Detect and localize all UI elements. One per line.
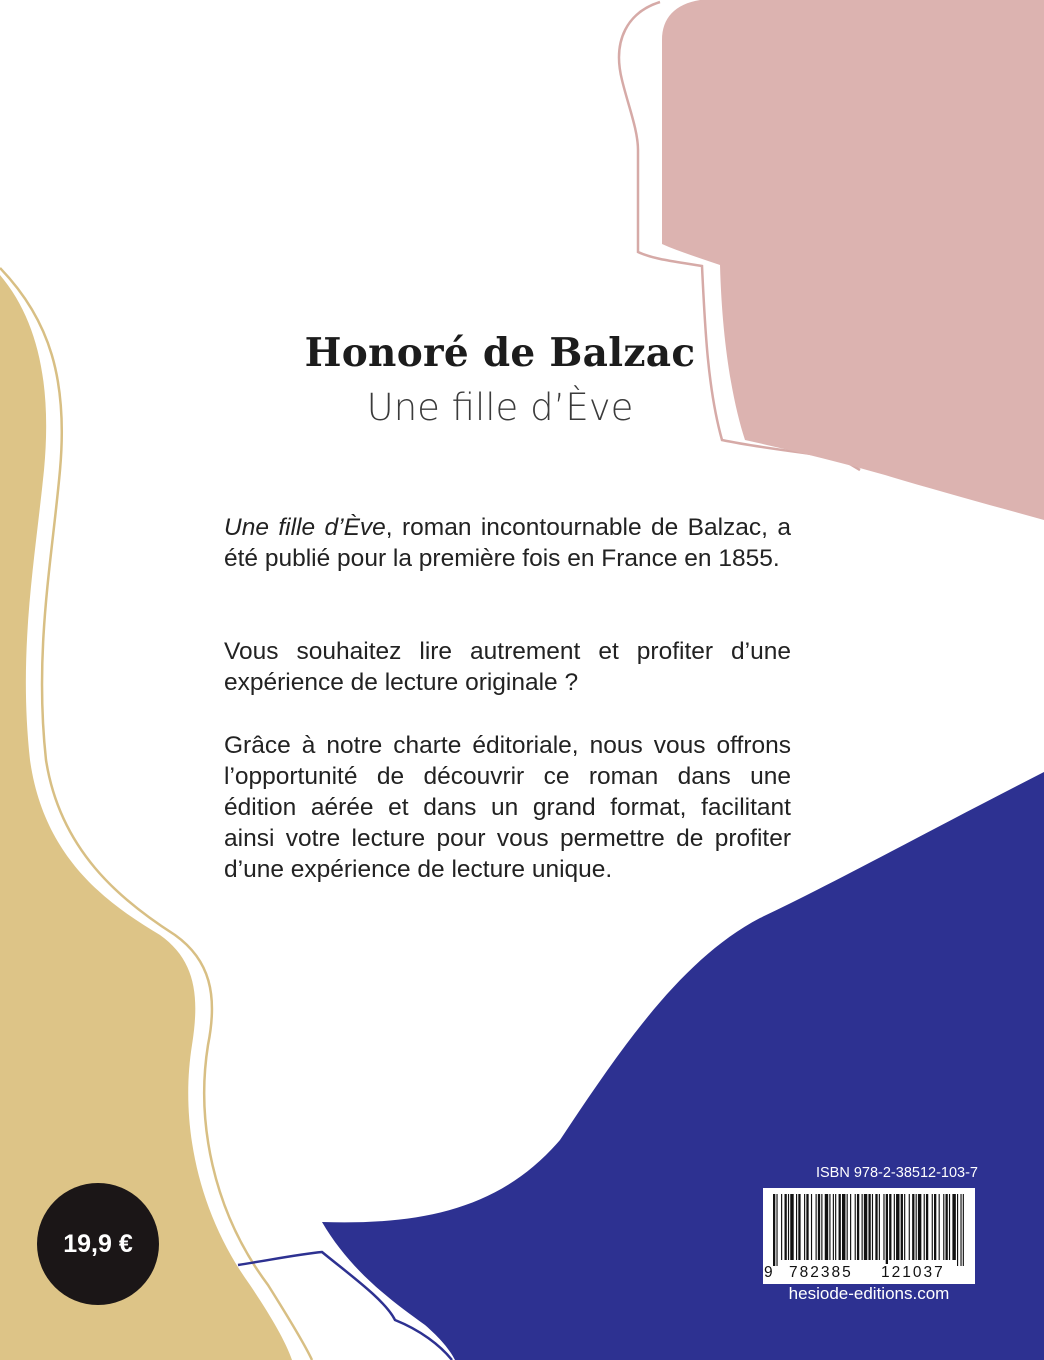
barcode-bar bbox=[883, 1194, 884, 1260]
barcode-bar bbox=[949, 1194, 950, 1260]
barcode-bar bbox=[847, 1194, 848, 1260]
barcode-bar bbox=[943, 1194, 944, 1260]
price-badge: 19,9 € bbox=[37, 1183, 159, 1305]
barcode-bar bbox=[806, 1194, 808, 1260]
barcode-bar bbox=[960, 1194, 961, 1266]
barcode-bar bbox=[924, 1194, 925, 1260]
publisher-website: hesiode-editions.com bbox=[788, 1284, 950, 1303]
barcode-bar bbox=[904, 1194, 905, 1260]
barcode-bar bbox=[816, 1194, 817, 1260]
barcode-bar bbox=[939, 1194, 940, 1260]
barcode-bar bbox=[825, 1194, 828, 1260]
barcode-bar bbox=[889, 1194, 891, 1260]
barcode-bar bbox=[776, 1194, 777, 1266]
barcode-bar bbox=[916, 1194, 917, 1260]
barcode-bar bbox=[912, 1194, 914, 1260]
barcode-bar bbox=[952, 1194, 955, 1260]
barcode-digits-right: 121037 bbox=[881, 1264, 945, 1281]
barcode-bar bbox=[839, 1194, 841, 1260]
barcode-bar bbox=[872, 1194, 873, 1260]
barcode-bar bbox=[868, 1194, 870, 1260]
barcode-bar bbox=[804, 1194, 805, 1260]
barcode-bar bbox=[957, 1194, 958, 1266]
barcode-bar bbox=[842, 1194, 845, 1260]
barcode-bar bbox=[901, 1194, 903, 1260]
barcode-bar bbox=[788, 1194, 789, 1260]
blurb-paragraph-1-text: , roman incontournable de Balzac, a été publié pour la première fois en France en 1855. bbox=[224, 514, 791, 572]
blurb-paragraph-3: Grâce à notre charte éditoriale, nous vous offrons l’opportunité de découvrir ce roman dans une édition aérée et dans un grand format, facilitant ainsi votre lecture pour vous permettre de profiter d’une expérience de lecture unique. bbox=[224, 732, 791, 883]
barcode-bar bbox=[818, 1194, 820, 1260]
isbn-label: ISBN 978-2-38512-103-7 bbox=[815, 1165, 978, 1181]
barcode-bar bbox=[833, 1194, 834, 1260]
barcode-bar bbox=[934, 1194, 936, 1260]
barcode-bar bbox=[909, 1194, 910, 1260]
barcode-bar bbox=[829, 1194, 830, 1260]
barcode-bar bbox=[785, 1194, 787, 1260]
barcode-bar bbox=[781, 1194, 782, 1260]
barcode bbox=[763, 1188, 975, 1284]
barcode-bar bbox=[835, 1194, 836, 1260]
book-title: Une fille d’Ève bbox=[366, 386, 634, 429]
barcode-bar bbox=[918, 1194, 921, 1260]
barcode-bar bbox=[811, 1194, 812, 1260]
barcode-bar bbox=[946, 1194, 948, 1260]
barcode-bar bbox=[773, 1194, 775, 1266]
pink-shape bbox=[662, 0, 1044, 520]
barcode-bar bbox=[896, 1194, 899, 1260]
barcode-bar bbox=[932, 1194, 933, 1260]
barcode-bar bbox=[862, 1194, 863, 1260]
barcode-bar bbox=[926, 1194, 928, 1260]
barcode-bar bbox=[796, 1194, 797, 1260]
barcode-bar bbox=[855, 1194, 856, 1260]
barcode-bar bbox=[963, 1194, 964, 1266]
barcode-digits-left: 782385 bbox=[789, 1264, 853, 1281]
barcode-digit-first: 9 bbox=[764, 1264, 773, 1281]
barcode-bar bbox=[821, 1194, 822, 1260]
barcode-bar bbox=[798, 1194, 800, 1260]
barcode-bar bbox=[894, 1194, 895, 1260]
blurb-paragraph-1 bbox=[224, 512, 791, 574]
barcode-bar bbox=[879, 1194, 880, 1260]
author-name: Honoré de Balzac bbox=[304, 330, 696, 376]
blurb-paragraph-2: Vous souhaitez lire autrement et profiter d’une expérience de lecture originale ? bbox=[224, 638, 791, 696]
barcode-bars bbox=[773, 1194, 965, 1266]
barcode-bar bbox=[857, 1194, 859, 1260]
barcode-bar bbox=[850, 1194, 851, 1260]
barcode-bar bbox=[790, 1194, 793, 1260]
barcode-bar bbox=[886, 1194, 888, 1266]
barcode-bar bbox=[875, 1194, 877, 1260]
barcode-bar bbox=[864, 1194, 867, 1260]
blurb-title-italic: Une fille d’Ève bbox=[224, 514, 386, 541]
